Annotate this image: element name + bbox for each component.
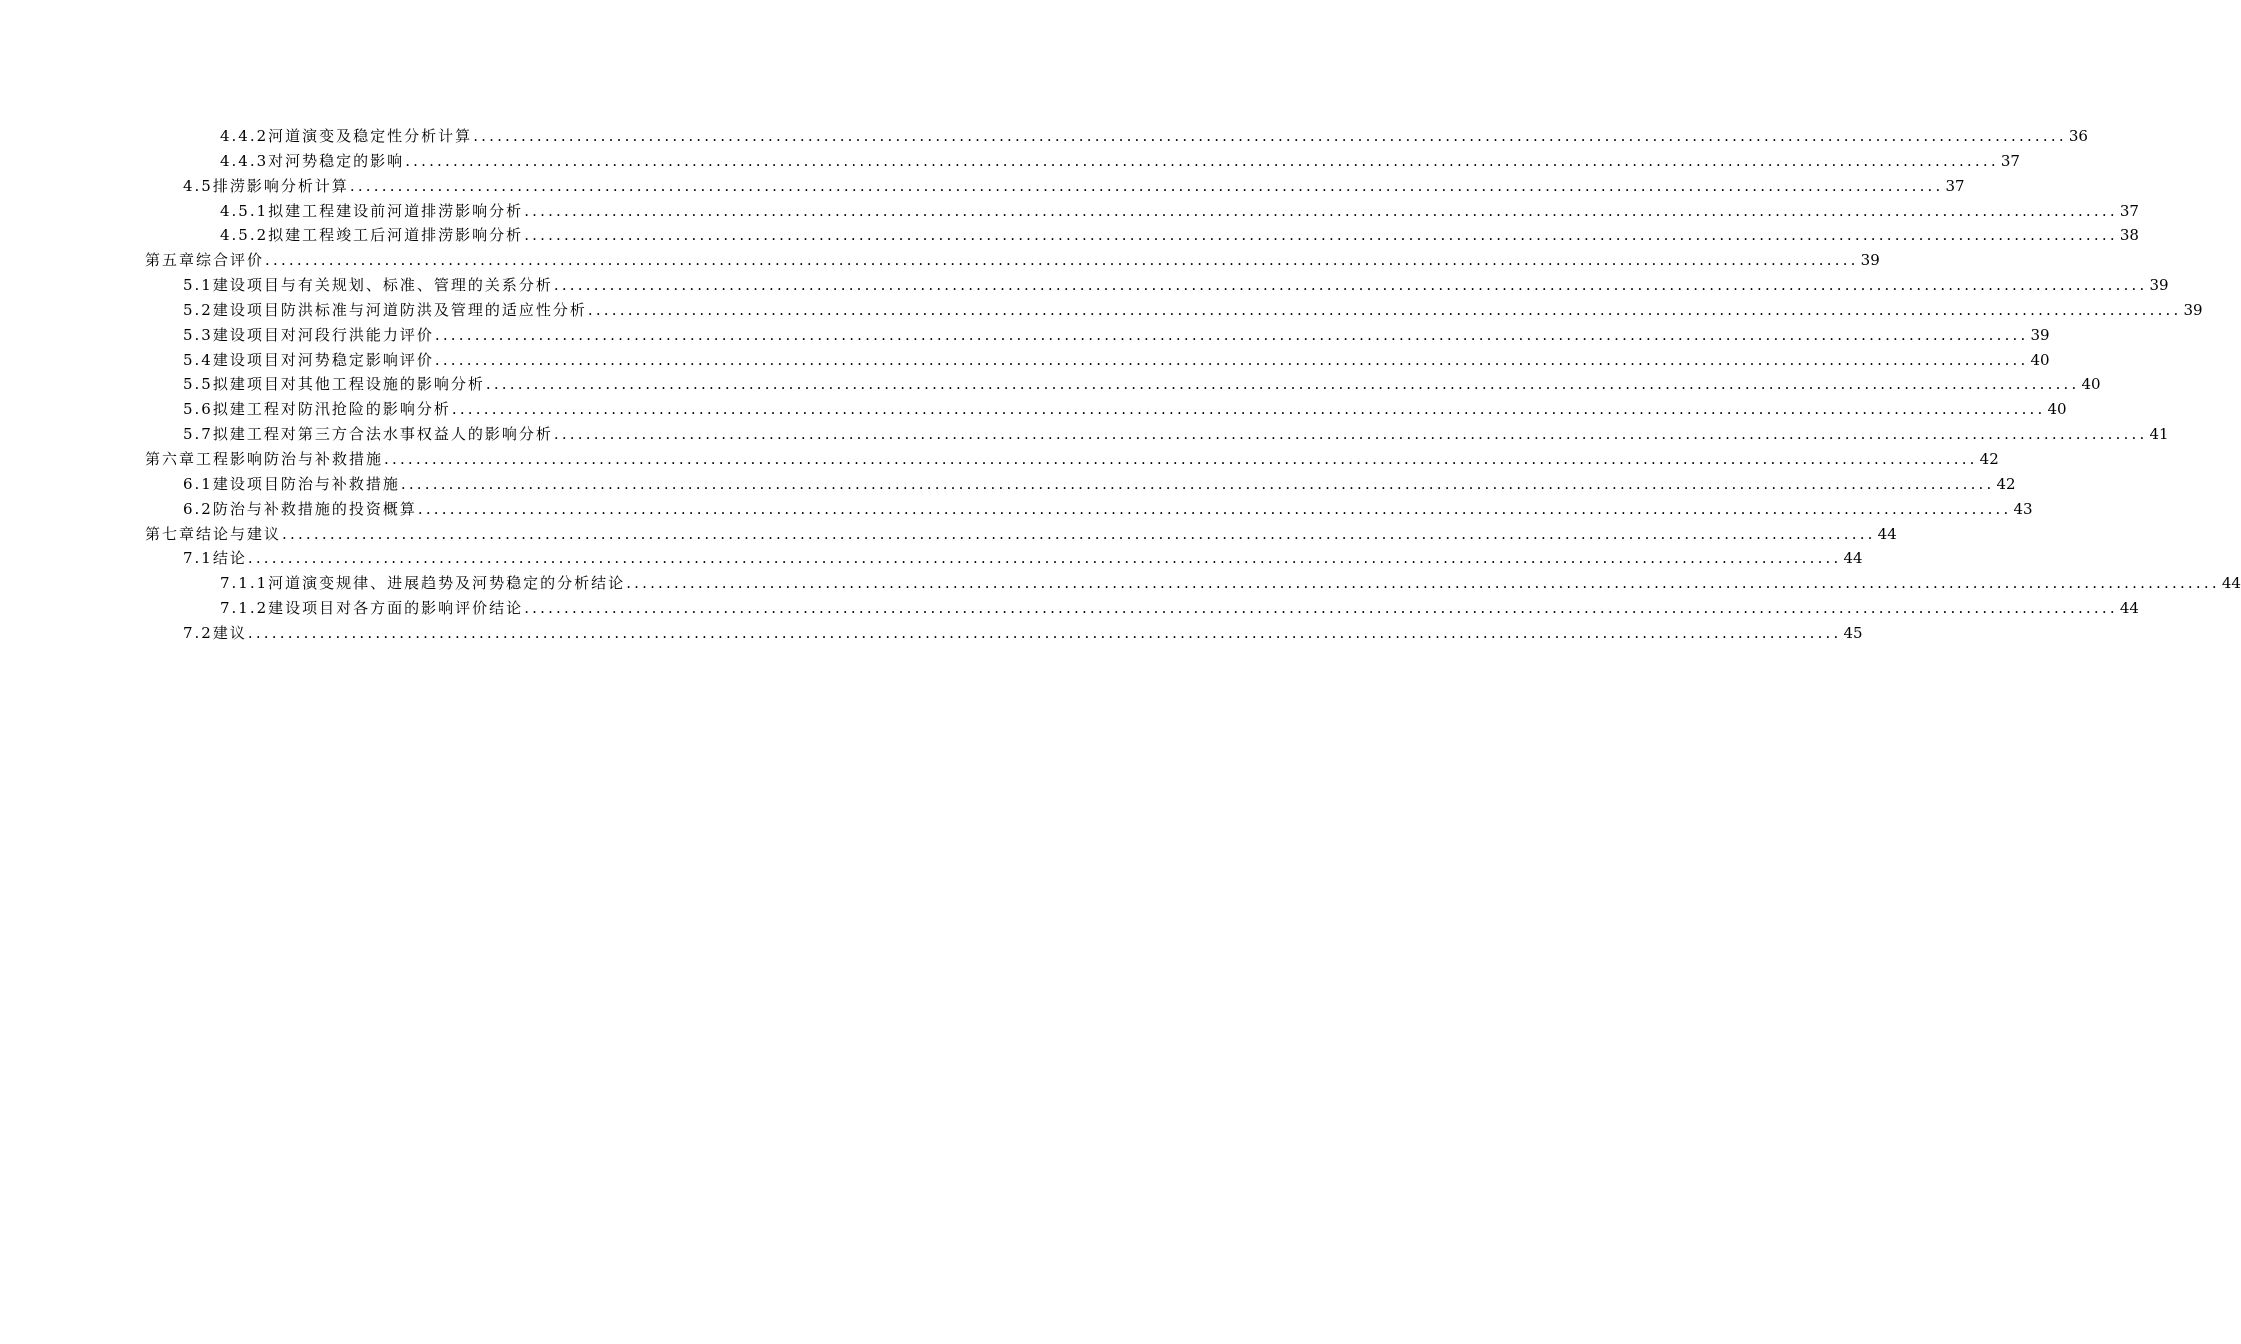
toc-entry-line bbox=[220, 223, 2139, 248]
toc-page-number: 40 bbox=[2047, 400, 2067, 419]
toc-dot-leader: ........................................................................................................................................................................................................ bbox=[247, 549, 1842, 568]
toc-entry-line bbox=[183, 397, 2067, 422]
toc-entry-line bbox=[220, 596, 2139, 621]
toc-page-number: 40 bbox=[2081, 375, 2101, 394]
toc-entry[interactable] bbox=[0, 248, 1880, 273]
toc-entry-number: 6.1 bbox=[183, 474, 213, 493]
toc-entry-title: 建设项目与有关规划、标准、管理的关系分析 bbox=[212, 276, 553, 295]
toc-entry-line bbox=[183, 372, 2101, 397]
toc-entry[interactable] bbox=[0, 298, 2203, 323]
toc-entry-number: 5.4 bbox=[183, 350, 213, 369]
toc-entry[interactable] bbox=[0, 199, 2139, 224]
toc-entry-line bbox=[183, 298, 2203, 323]
toc-entry[interactable] bbox=[0, 447, 1999, 472]
toc-entry-line bbox=[220, 199, 2139, 224]
toc-entry-title: 建议 bbox=[212, 623, 247, 642]
toc-entry-number: 6.2 bbox=[183, 499, 213, 518]
toc-entry-title: 河道演变规律、进展趋势及河势稳定的分析结论 bbox=[268, 574, 626, 593]
toc-entry[interactable] bbox=[0, 273, 2169, 298]
toc-page-number: 41 bbox=[2149, 425, 2169, 444]
toc-entry-line bbox=[145, 248, 1880, 273]
toc-entry-number: 5.5 bbox=[183, 375, 213, 394]
toc-entry[interactable] bbox=[0, 497, 2033, 522]
toc-dot-leader: ........................................................................................................................................................................................................ bbox=[524, 226, 2118, 245]
toc-entry[interactable] bbox=[0, 596, 2139, 621]
toc-entry[interactable] bbox=[0, 546, 1863, 571]
toc-dot-leader: ........................................................................................................................................................................................................ bbox=[626, 574, 2220, 593]
toc-entry[interactable] bbox=[0, 348, 2050, 373]
toc-entry-title: 建设项目对河段行洪能力评价 bbox=[212, 325, 434, 344]
toc-dot-leader: ........................................................................................................................................................................................................ bbox=[349, 176, 1944, 195]
toc-dot-leader: ........................................................................................................................................................................................................ bbox=[587, 300, 2182, 319]
toc-entry-line bbox=[183, 546, 1863, 571]
toc-entry-line bbox=[183, 497, 2033, 522]
toc-entry-line bbox=[183, 323, 2050, 348]
toc-page-number: 39 bbox=[2149, 276, 2169, 295]
toc-entry-line bbox=[220, 571, 2241, 596]
toc-entry-number: 第七章 bbox=[145, 524, 197, 543]
toc-entry-number: 7.1.1 bbox=[220, 574, 269, 593]
toc-dot-leader: ........................................................................................................................................................................................................ bbox=[485, 375, 2080, 394]
toc-entry[interactable] bbox=[0, 323, 2050, 348]
toc-entry-title: 建设项目防洪标准与河道防洪及管理的适应性分析 bbox=[212, 300, 587, 319]
toc-dot-leader: ........................................................................................................................................................................................................ bbox=[524, 201, 2118, 220]
toc-page-number: 44 bbox=[1843, 549, 1863, 568]
toc-entry-title: 河道演变及稳定性分析计算 bbox=[268, 127, 473, 145]
toc-entry[interactable] bbox=[0, 372, 2101, 397]
toc-entry-line bbox=[145, 447, 1999, 472]
toc-page-number: 42 bbox=[1979, 449, 1999, 468]
toc-page-number: 42 bbox=[1996, 474, 2016, 493]
toc-dot-leader: ........................................................................................................................................................................................................ bbox=[434, 325, 2029, 344]
toc-entry-number: 5.1 bbox=[183, 276, 213, 295]
toc-entry-number: 4.5.1 bbox=[220, 201, 269, 220]
toc-entry-title: 工程影响防治与补救措施 bbox=[196, 449, 384, 468]
toc-dot-leader: ........................................................................................................................................................................................................ bbox=[247, 623, 1842, 642]
toc-entry[interactable] bbox=[0, 223, 2139, 248]
toc-page-number: 37 bbox=[2000, 151, 2020, 170]
toc-page-number: 40 bbox=[2030, 350, 2050, 369]
toc-entry-title: 建设项目防治与补救措施 bbox=[212, 474, 400, 493]
toc-entry-number: 4.5.2 bbox=[220, 226, 269, 245]
toc-entry-title: 防治与补救措施的投资概算 bbox=[212, 499, 417, 518]
toc-page-number: 44 bbox=[2221, 574, 2241, 593]
toc-entry[interactable] bbox=[0, 621, 1863, 646]
toc-dot-leader: ........................................................................................................................................................................................................ bbox=[451, 400, 2046, 419]
toc-entry-number: 4.4.3 bbox=[220, 151, 269, 170]
toc-entry[interactable] bbox=[0, 174, 1965, 199]
toc-dot-leader: ........................................................................................................................................................................................................ bbox=[553, 276, 2148, 295]
toc-entry-number: 5.7 bbox=[183, 425, 213, 444]
toc-page-number: 39 bbox=[2030, 325, 2050, 344]
toc-page-number: 39 bbox=[2183, 300, 2203, 319]
toc-entry-number: 7.1 bbox=[183, 549, 213, 568]
toc-dot-leader: ........................................................................................................................................................................................................ bbox=[524, 599, 2118, 618]
toc-page-number: 39 bbox=[1860, 251, 1880, 270]
toc-entry[interactable] bbox=[0, 422, 2169, 447]
toc-dot-leader: ........................................................................................................................................................................................................ bbox=[265, 251, 1859, 270]
toc-dot-leader: ........................................................................................................................................................................................................ bbox=[553, 425, 2148, 444]
toc-entry-title: 排涝影响分析计算 bbox=[212, 176, 349, 195]
toc-entry-line bbox=[183, 621, 1863, 646]
toc-entry-title: 拟建工程对防汛抢险的影响分析 bbox=[212, 400, 451, 419]
toc-entry-line bbox=[220, 124, 2088, 149]
toc-dot-leader: ........................................................................................................................................................................................................ bbox=[282, 524, 1876, 543]
toc-entry-line bbox=[183, 174, 1965, 199]
toc-page-number: 38 bbox=[2119, 226, 2139, 245]
toc-page-number: 43 bbox=[2013, 499, 2033, 518]
toc-entry-line bbox=[183, 472, 2016, 497]
toc-dot-leader: ........................................................................................................................................................................................................ bbox=[417, 499, 2012, 518]
toc-entry-line bbox=[220, 149, 2020, 174]
toc-entry-title: 拟建项目对其他工程设施的影响分析 bbox=[212, 375, 485, 394]
toc-page-number: 36 bbox=[2068, 127, 2088, 145]
toc-entry[interactable] bbox=[0, 124, 2088, 149]
toc-entry-number: 第六章 bbox=[145, 449, 197, 468]
toc-entry-title: 建设项目对各方面的影响评价结论 bbox=[268, 599, 524, 618]
toc-entry[interactable] bbox=[0, 472, 2016, 497]
table-of-contents bbox=[0, 124, 2241, 646]
toc-entry-number: 4.4.2 bbox=[220, 127, 269, 145]
toc-entry-number: 5.6 bbox=[183, 400, 213, 419]
toc-entry-title: 结论 bbox=[212, 549, 247, 568]
toc-entry-line bbox=[145, 522, 1897, 547]
toc-entry-number: 7.1.2 bbox=[220, 599, 269, 618]
toc-entry-line bbox=[183, 422, 2169, 447]
toc-entry[interactable] bbox=[0, 522, 1897, 547]
toc-entry-number: 5.2 bbox=[183, 300, 213, 319]
toc-entry-number: 第五章 bbox=[145, 251, 197, 270]
toc-entry-title: 拟建工程竣工后河道排涝影响分析 bbox=[268, 226, 524, 245]
toc-page-number: 37 bbox=[2119, 201, 2139, 220]
toc-page-number: 45 bbox=[1843, 623, 1863, 642]
toc-entry-line bbox=[183, 273, 2169, 298]
toc-dot-leader: ........................................................................................................................................................................................................ bbox=[473, 127, 2067, 145]
toc-entry-title: 对河势稳定的影响 bbox=[268, 151, 405, 170]
toc-entry-number: 5.3 bbox=[183, 325, 213, 344]
toc-dot-leader: ........................................................................................................................................................................................................ bbox=[400, 474, 1995, 493]
toc-entry-title: 拟建工程建设前河道排涝影响分析 bbox=[268, 201, 524, 220]
toc-page-number: 44 bbox=[2119, 599, 2139, 618]
toc-entry-line bbox=[183, 348, 2050, 373]
toc-dot-leader: ........................................................................................................................................................................................................ bbox=[405, 151, 1999, 170]
toc-dot-leader: ........................................................................................................................................................................................................ bbox=[384, 449, 1978, 468]
toc-entry-title: 拟建工程对第三方合法水事权益人的影响分析 bbox=[212, 425, 553, 444]
toc-entry[interactable] bbox=[0, 571, 2241, 596]
toc-dot-leader: ........................................................................................................................................................................................................ bbox=[434, 350, 2029, 369]
toc-entry-number: 7.2 bbox=[183, 623, 213, 642]
toc-entry[interactable] bbox=[0, 397, 2067, 422]
toc-entry-title: 综合评价 bbox=[196, 251, 265, 270]
toc-page-number: 44 bbox=[1877, 524, 1897, 543]
toc-entry[interactable] bbox=[0, 149, 2020, 174]
toc-page-number: 37 bbox=[1945, 176, 1965, 195]
toc-entry-title: 建设项目对河势稳定影响评价 bbox=[212, 350, 434, 369]
toc-entry-title: 结论与建议 bbox=[196, 524, 282, 543]
toc-entry-number: 4.5 bbox=[183, 176, 213, 195]
